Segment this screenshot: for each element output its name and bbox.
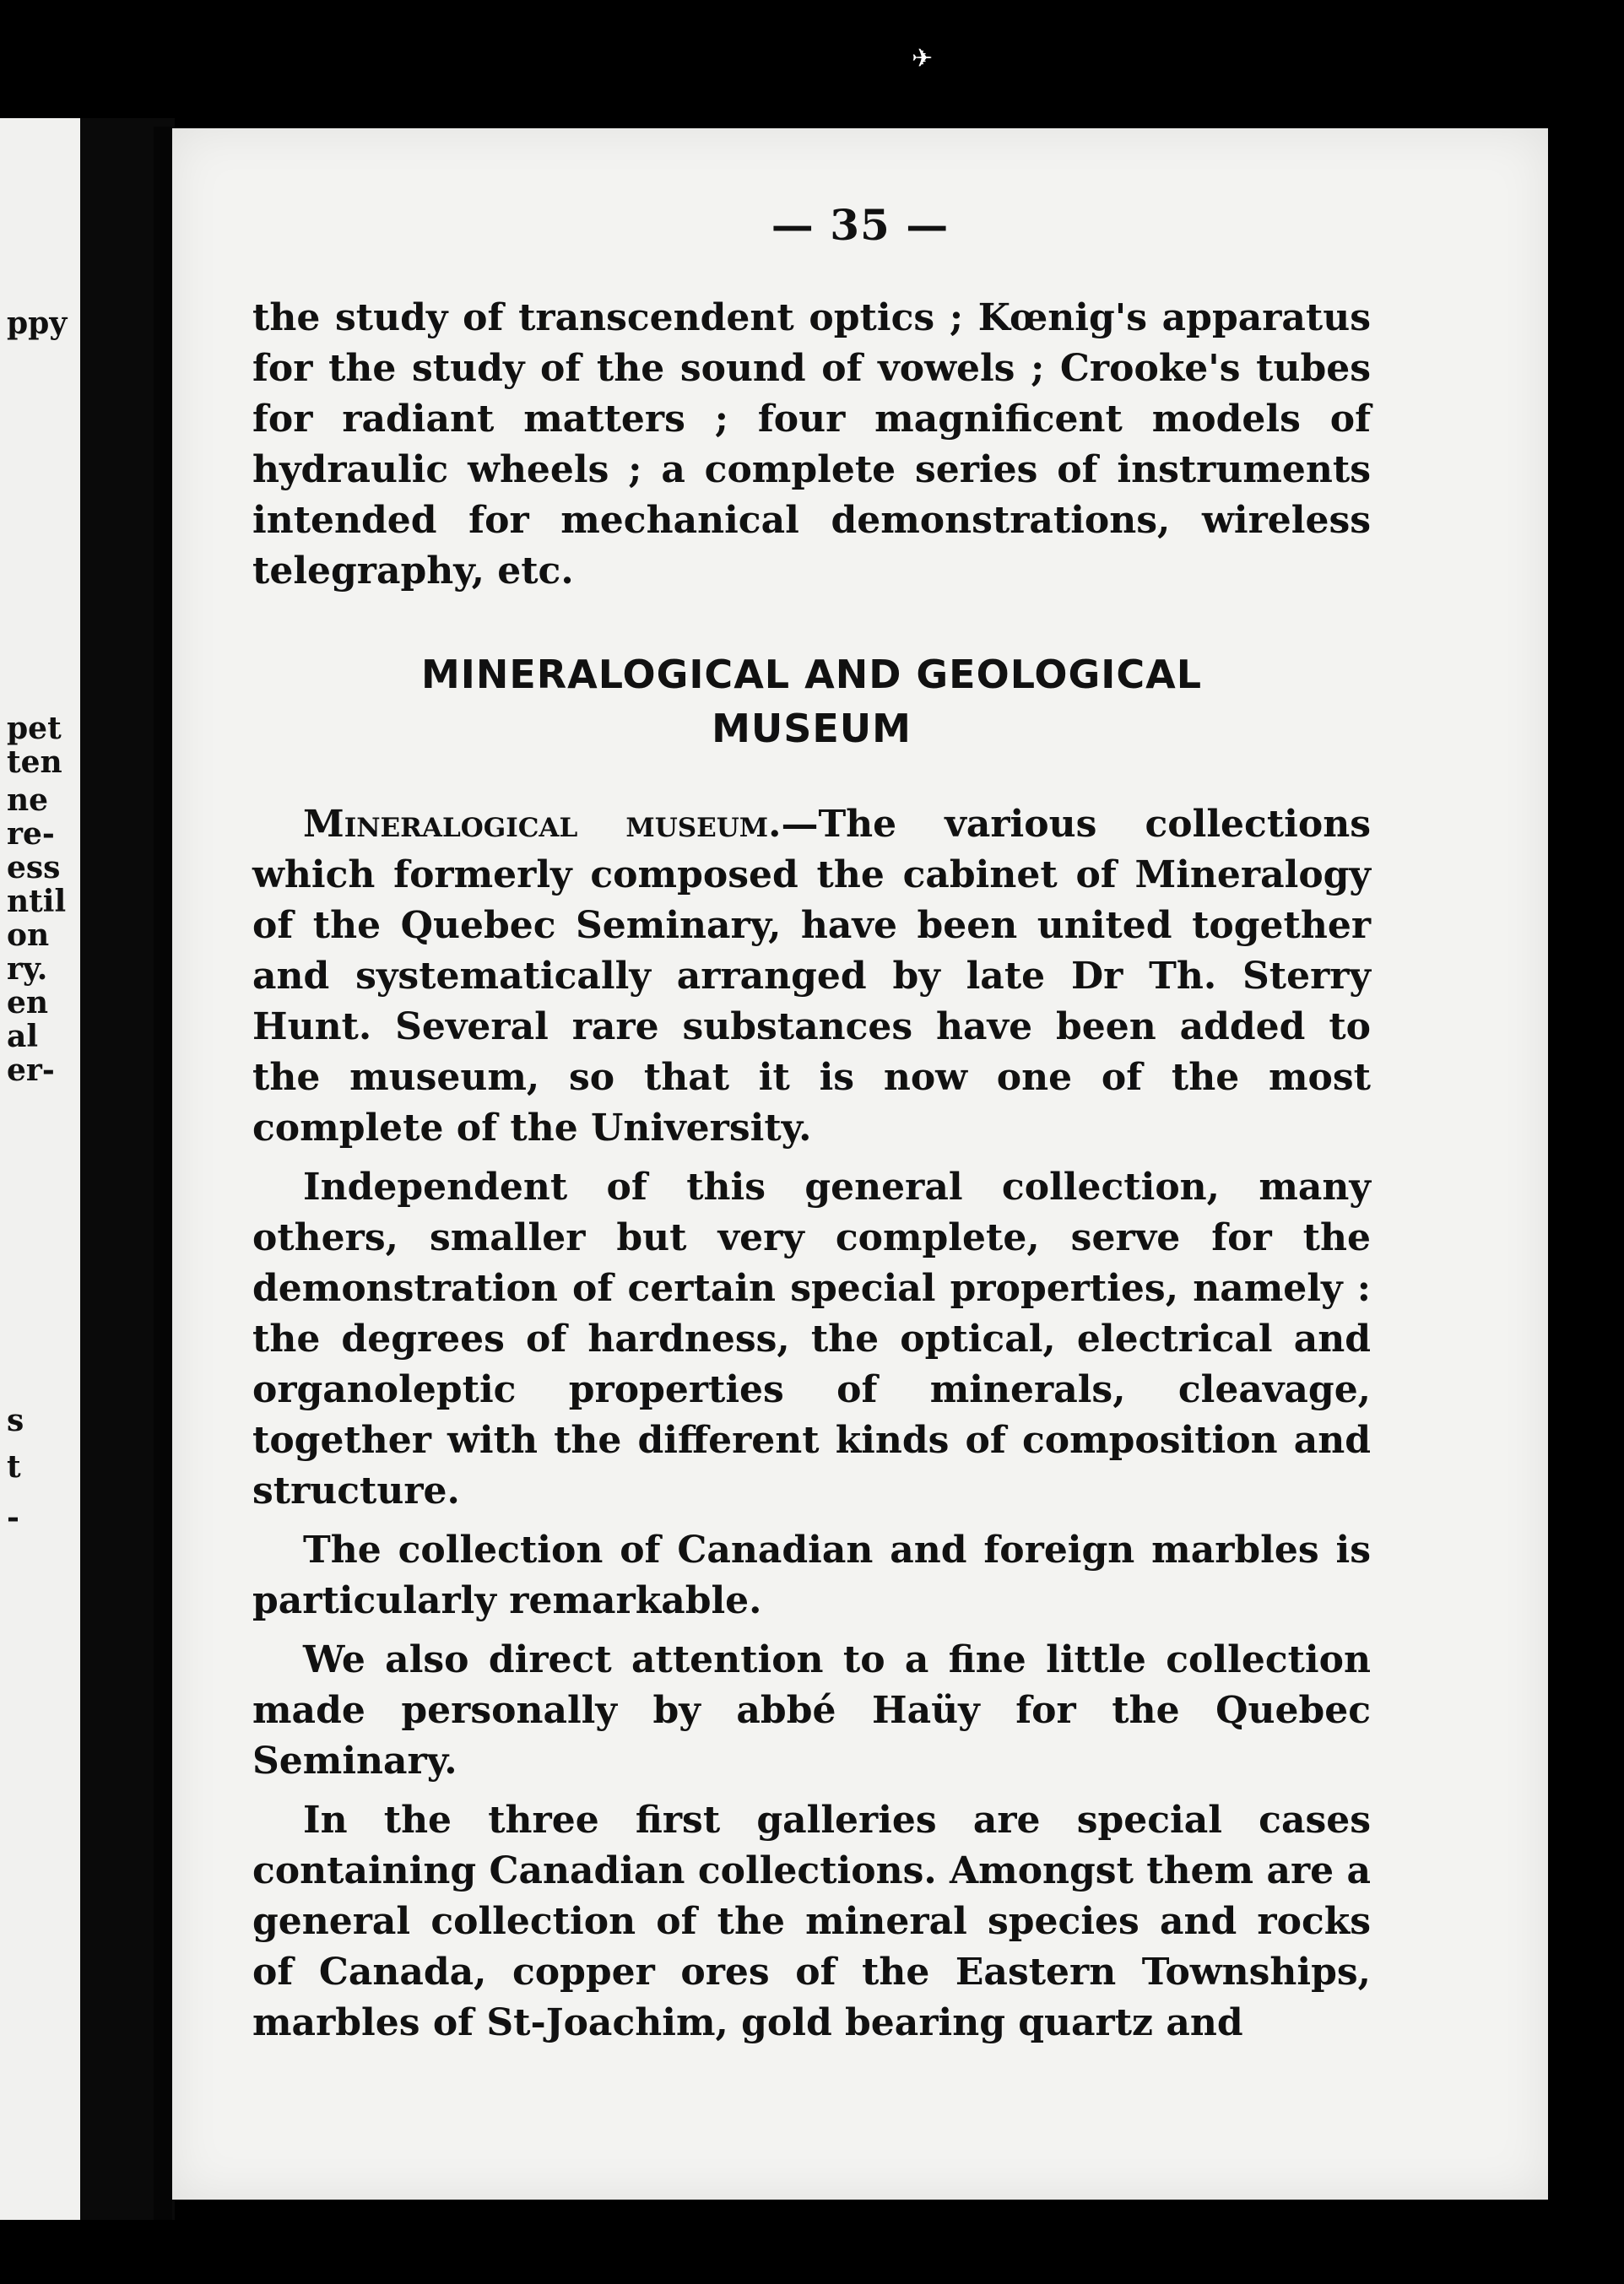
fragment: en [7,985,49,1020]
paragraph-body: —The various collections which formerly composed the cabinet of Mineralogy of the Quebec Seminary, have been united together and systematically arranged by late Dr Th. Sterry Hunt. Several rare substances have been added to the museum, so that it is now one of the most complete of the University. [252,803,1371,1150]
page-number: — 35 — [771,200,950,250]
section-heading [252,647,1371,755]
fragment: ten [7,744,62,780]
heading-line: MUSEUM [712,706,912,751]
fragment: ry. [7,951,48,987]
fragment: pet [7,711,62,746]
fragment: - [7,1500,19,1535]
fragment: on [7,917,50,953]
fragment: ne [7,782,49,818]
gutter [154,127,172,2220]
book-page [172,128,1548,2200]
fragment: ppy [7,306,68,341]
fragment: al [7,1019,39,1054]
fragment: ess [7,850,61,885]
intro-paragraph: the study of transcendent optics ; Kœnig's apparatus for the study of the sound of vowels ; Crooke's tubes for radiant matters ; four magnificent models of hydraulic wheels ; a complete series of instruments intended for mechanical demonstrations, wireless telegraphy, etc. [252,296,1371,593]
paragraph: In the three first galleries are special cases containing Canadian collections. Amongst them are a general collection of the mineral species and rocks of Canada, copper ores of the Eastern Townships, marbles of St-Joachim, gold bearing quartz and [252,1799,1371,2044]
paragraph: We also direct attention to a fine little collection made personally by abbé Haüy for the Quebec Seminary. [252,1638,1371,1783]
page-body [252,293,1371,2049]
paragraph: The collection of Canadian and foreign marbles is particularly remarkable. [252,1529,1371,1622]
fragment: ntil [7,884,67,919]
heading-line: MINERALOGICAL AND GEOLOGICAL [420,652,1203,697]
fragment: t [7,1449,21,1485]
paragraph: Independent of this general collection, many others, smaller but very complete, serve for the demonstration of certain special properties, namely : the degrees of hardness, the optical, electrical and organoleptic properties of minerals, cleavage, together with the different kinds of composition and structure. [252,1166,1371,1513]
scanner-mark-icon: ✈ [912,44,934,73]
paragraph-mineralogical-museum [252,799,1371,1154]
fragment: s [7,1403,24,1438]
paragraph-lead: Mineralogical museum. [303,803,782,846]
fragment: er- [7,1053,55,1088]
fragment: re- [7,816,55,852]
